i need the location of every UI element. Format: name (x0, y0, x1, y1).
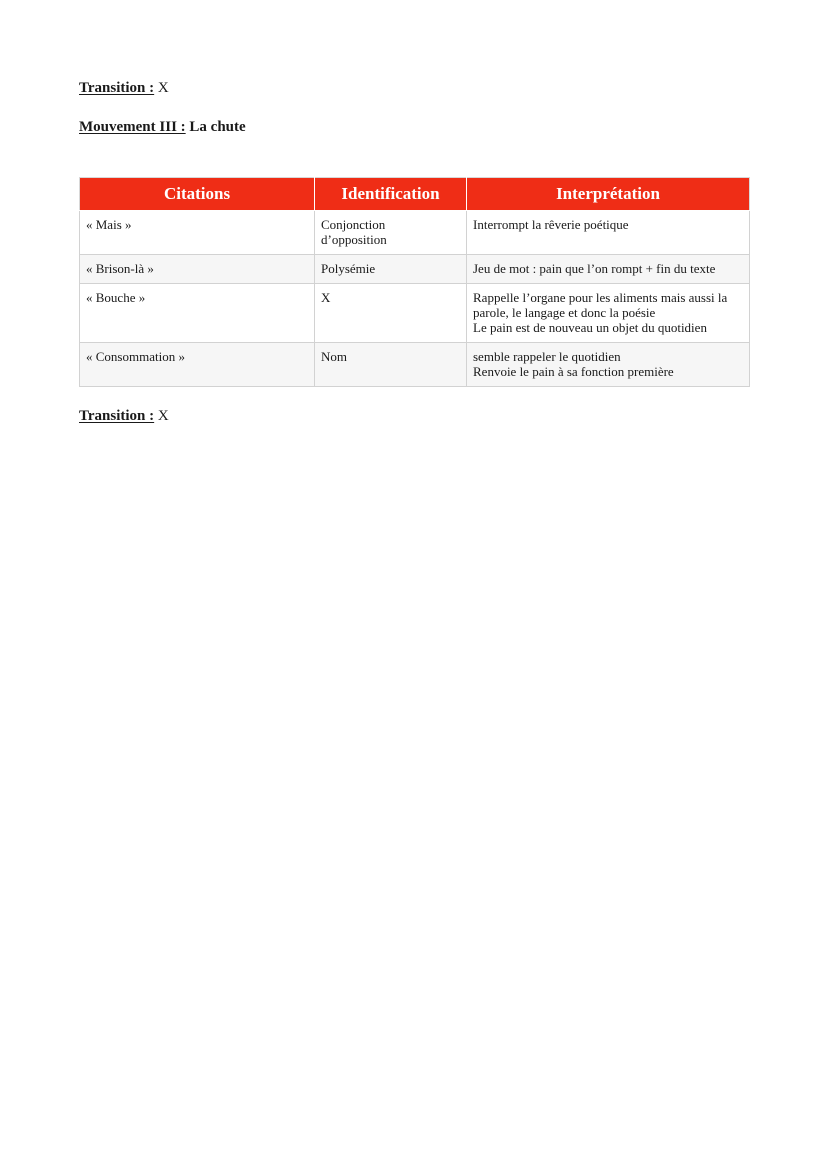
identification-cell (315, 211, 467, 255)
header-interpretation: Interprétation (467, 178, 750, 211)
citation-cell (80, 255, 315, 284)
movement-label: Mouvement III : (79, 119, 186, 135)
transition-line-bottom (79, 408, 169, 425)
interpretation-cell (467, 255, 750, 284)
movement-title: La chute (189, 119, 246, 135)
transition-value: X (157, 80, 169, 96)
citation-text: « Bouche » (86, 290, 146, 305)
interpretation-text: Le pain est de nouveau un objet du quotidien (473, 320, 707, 335)
identification-cell (315, 343, 467, 387)
transition-line-top (79, 80, 169, 97)
interpretation-cell (467, 284, 750, 343)
interpretation-text: parole, le langage et donc la poésie (473, 305, 656, 320)
identification-text: Nom (321, 349, 347, 364)
interpretation-text: Jeu de mot : pain que l’on rompt + fin du texte (473, 261, 716, 276)
transition-label: Transition : (79, 408, 155, 424)
citation-cell (80, 284, 315, 343)
table-header-row (80, 178, 750, 211)
interpretation-text: Rappelle l’organe pour les aliments mais aussi la (473, 290, 728, 305)
header-citations: Citations (80, 178, 315, 211)
interpretation-text: semble rappeler le quotidien (473, 349, 621, 364)
citation-cell (80, 211, 315, 255)
header-identification: Identification (315, 178, 467, 211)
interpretation-cell (467, 211, 750, 255)
citation-cell (80, 343, 315, 387)
identification-cell (315, 284, 467, 343)
identification-cell (315, 255, 467, 284)
interpretation-text: Interrompt la rêverie poétique (473, 217, 629, 232)
citation-text: « Consommation » (86, 349, 185, 364)
identification-text: Polysémie (321, 261, 376, 276)
identification-text: Conjonction (321, 217, 386, 232)
interpretation-cell (467, 343, 750, 387)
identification-text: X (321, 290, 331, 305)
table-row (80, 255, 750, 284)
citation-text: « Mais » (86, 217, 132, 232)
identification-text: d’opposition (321, 232, 387, 247)
table-row (80, 211, 750, 255)
table-row (80, 343, 750, 387)
table-row (80, 284, 750, 343)
analysis-table (79, 177, 750, 387)
transition-value: X (157, 408, 169, 424)
movement-heading (79, 119, 246, 136)
interpretation-text: Renvoie le pain à sa fonction première (473, 364, 674, 379)
citation-text: « Brison-là » (86, 261, 154, 276)
transition-label: Transition : (79, 80, 155, 96)
